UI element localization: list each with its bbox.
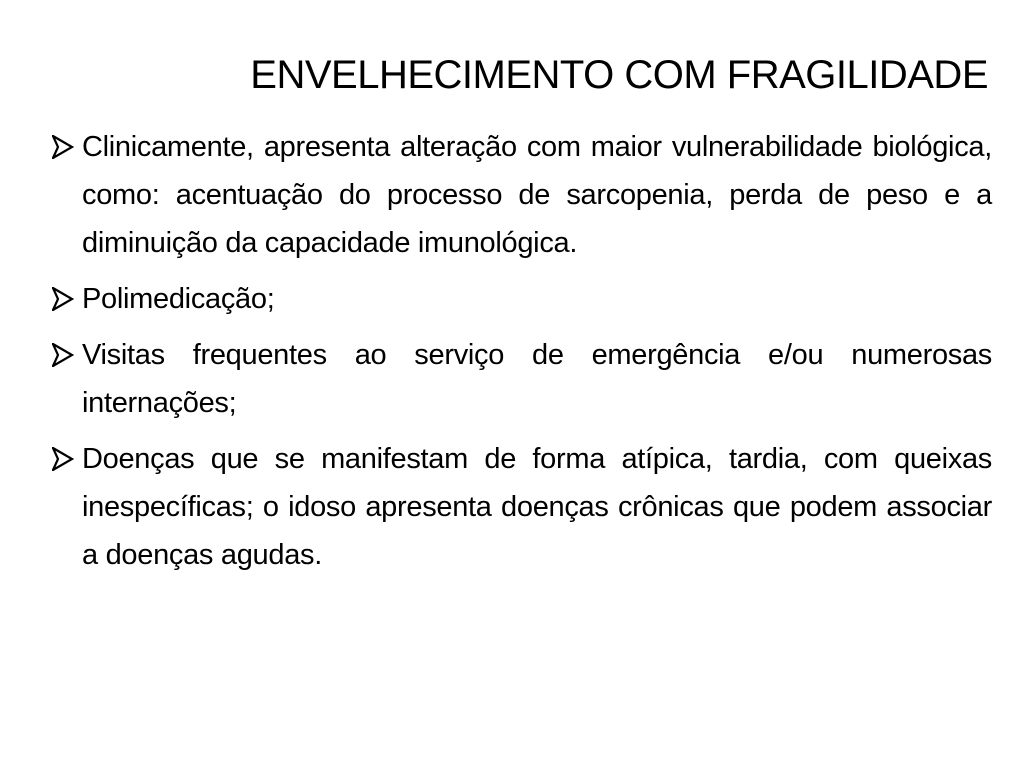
bullet-item [52, 123, 992, 267]
arrowhead-bullet-icon [52, 331, 82, 379]
bullet-text: Visitas frequentes ao serviço de emergência e/ou numerosas internações; [82, 339, 992, 419]
bullet-item [52, 275, 992, 323]
arrowhead-bullet-icon [52, 275, 82, 323]
arrowhead-bullet-icon [52, 435, 82, 483]
bullet-text: Polimedicação; [82, 283, 275, 315]
slide-title: ENVELHECIMENTO COM FRAGILIDADE [250, 53, 988, 97]
bullet-text: Clinicamente, apresenta alteração com maior vulnerabilidade biológica, como: acentuação do processo de sarcopenia, perda de peso e a diminuição da capacidade imunológica. [82, 131, 992, 259]
bullet-item [52, 435, 992, 579]
bullet-list [52, 123, 992, 587]
bullet-text: Doenças que se manifestam de forma atípica, tardia, com queixas inespecíficas; o idoso apresenta doenças crônicas que podem associar a doenças agudas. [82, 443, 992, 571]
bullet-item [52, 331, 992, 427]
arrowhead-bullet-icon [52, 123, 82, 171]
